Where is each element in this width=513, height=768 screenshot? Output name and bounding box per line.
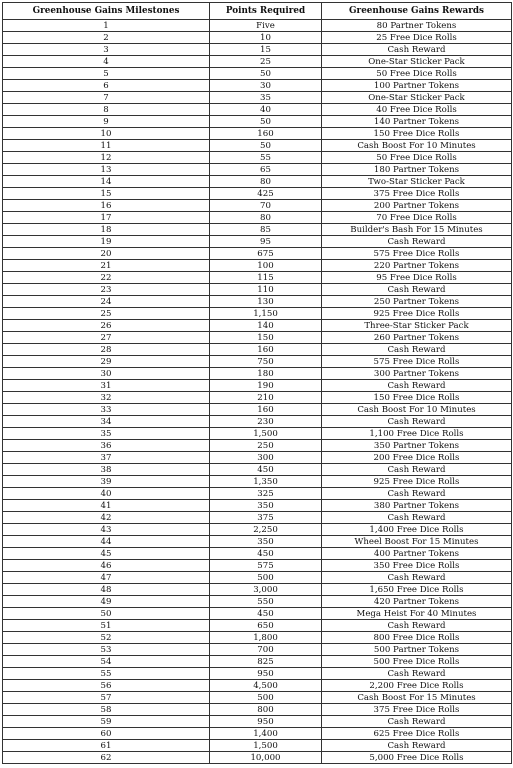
- table-row: [3, 176, 512, 188]
- milestone-cell: 11: [3, 140, 210, 152]
- milestone-cell: 19: [3, 236, 210, 248]
- points-cell: 1,500: [210, 740, 322, 752]
- reward-cell: Builder's Bash For 15 Minutes: [322, 224, 512, 236]
- points-cell: 15: [210, 44, 322, 56]
- reward-cell: 150 Free Dice Rolls: [322, 392, 512, 404]
- table-row: [3, 92, 512, 104]
- milestone-cell: 14: [3, 176, 210, 188]
- points-cell: 500: [210, 692, 322, 704]
- points-cell: 160: [210, 404, 322, 416]
- milestone-cell: 23: [3, 284, 210, 296]
- points-cell: 85: [210, 224, 322, 236]
- table-row: [3, 368, 512, 380]
- table-row: [3, 140, 512, 152]
- table-row: [3, 524, 512, 536]
- reward-cell: 50 Free Dice Rolls: [322, 152, 512, 164]
- reward-cell: 420 Partner Tokens: [322, 596, 512, 608]
- points-cell: 150: [210, 332, 322, 344]
- reward-cell: 925 Free Dice Rolls: [322, 476, 512, 488]
- table-row: [3, 740, 512, 752]
- milestone-cell: 44: [3, 536, 210, 548]
- points-cell: 325: [210, 488, 322, 500]
- table-row: [3, 560, 512, 572]
- table-row: [3, 500, 512, 512]
- reward-cell: Three-Star Sticker Pack: [322, 320, 512, 332]
- points-cell: 1,500: [210, 428, 322, 440]
- reward-cell: 5,000 Free Dice Rolls: [322, 752, 512, 764]
- milestone-cell: 31: [3, 380, 210, 392]
- milestone-cell: 22: [3, 272, 210, 284]
- points-cell: 160: [210, 344, 322, 356]
- milestone-cell: 45: [3, 548, 210, 560]
- milestone-cell: 53: [3, 644, 210, 656]
- table-body: [3, 20, 512, 764]
- milestone-cell: 12: [3, 152, 210, 164]
- points-cell: 210: [210, 392, 322, 404]
- reward-cell: 200 Partner Tokens: [322, 200, 512, 212]
- reward-cell: Wheel Boost For 15 Minutes: [322, 536, 512, 548]
- points-cell: 950: [210, 716, 322, 728]
- milestone-cell: 26: [3, 320, 210, 332]
- points-column-header: Points Required: [210, 3, 322, 20]
- reward-cell: 150 Free Dice Rolls: [322, 128, 512, 140]
- points-cell: 50: [210, 68, 322, 80]
- milestone-cell: 33: [3, 404, 210, 416]
- milestone-cell: 61: [3, 740, 210, 752]
- reward-cell: 575 Free Dice Rolls: [322, 356, 512, 368]
- reward-cell: 925 Free Dice Rolls: [322, 308, 512, 320]
- table-row: [3, 752, 512, 764]
- reward-cell: 2,200 Free Dice Rolls: [322, 680, 512, 692]
- milestone-cell: 49: [3, 596, 210, 608]
- reward-cell: 70 Free Dice Rolls: [322, 212, 512, 224]
- reward-cell: 375 Free Dice Rolls: [322, 188, 512, 200]
- table-row: [3, 80, 512, 92]
- milestone-cell: 37: [3, 452, 210, 464]
- reward-cell: Cash Reward: [322, 488, 512, 500]
- table-row: [3, 104, 512, 116]
- milestone-cell: 32: [3, 392, 210, 404]
- table-row: [3, 56, 512, 68]
- points-cell: 450: [210, 464, 322, 476]
- table-row: [3, 404, 512, 416]
- table-row: [3, 32, 512, 44]
- milestone-cell: 54: [3, 656, 210, 668]
- table-row: [3, 320, 512, 332]
- table-row: [3, 128, 512, 140]
- reward-cell: Cash Reward: [322, 716, 512, 728]
- table-row: [3, 164, 512, 176]
- reward-cell: Cash Reward: [322, 380, 512, 392]
- table-row: [3, 440, 512, 452]
- reward-cell: 180 Partner Tokens: [322, 164, 512, 176]
- points-cell: 575: [210, 560, 322, 572]
- points-cell: 650: [210, 620, 322, 632]
- table-row: [3, 188, 512, 200]
- points-cell: 80: [210, 212, 322, 224]
- table-row: [3, 584, 512, 596]
- table-row: [3, 512, 512, 524]
- reward-cell: 1,100 Free Dice Rolls: [322, 428, 512, 440]
- points-cell: 140: [210, 320, 322, 332]
- points-cell: 10: [210, 32, 322, 44]
- table-row: [3, 656, 512, 668]
- table-row: [3, 728, 512, 740]
- reward-cell: 50 Free Dice Rolls: [322, 68, 512, 80]
- milestone-cell: 34: [3, 416, 210, 428]
- points-cell: 190: [210, 380, 322, 392]
- points-cell: 750: [210, 356, 322, 368]
- milestone-cell: 7: [3, 92, 210, 104]
- milestone-cell: 18: [3, 224, 210, 236]
- reward-cell: Cash Reward: [322, 236, 512, 248]
- milestone-cell: 28: [3, 344, 210, 356]
- table-row: [3, 488, 512, 500]
- milestone-cell: 29: [3, 356, 210, 368]
- reward-cell: 260 Partner Tokens: [322, 332, 512, 344]
- milestone-cell: 46: [3, 560, 210, 572]
- points-cell: 1,400: [210, 728, 322, 740]
- points-cell: 160: [210, 128, 322, 140]
- points-cell: 65: [210, 164, 322, 176]
- points-cell: Five: [210, 20, 322, 32]
- points-cell: 425: [210, 188, 322, 200]
- reward-cell: 800 Free Dice Rolls: [322, 632, 512, 644]
- points-cell: 40: [210, 104, 322, 116]
- points-cell: 450: [210, 608, 322, 620]
- milestone-cell: 60: [3, 728, 210, 740]
- milestone-cell: 5: [3, 68, 210, 80]
- milestone-cell: 20: [3, 248, 210, 260]
- table-row: [3, 596, 512, 608]
- table-row: [3, 20, 512, 32]
- table-row: [3, 668, 512, 680]
- points-cell: 350: [210, 500, 322, 512]
- points-cell: 250: [210, 440, 322, 452]
- table-row: [3, 452, 512, 464]
- milestone-cell: 62: [3, 752, 210, 764]
- reward-cell: 40 Free Dice Rolls: [322, 104, 512, 116]
- reward-cell: Cash Reward: [322, 344, 512, 356]
- reward-cell: 300 Partner Tokens: [322, 368, 512, 380]
- milestone-cell: 51: [3, 620, 210, 632]
- table-row: [3, 608, 512, 620]
- reward-cell: 350 Free Dice Rolls: [322, 560, 512, 572]
- table-row: [3, 692, 512, 704]
- points-cell: 350: [210, 536, 322, 548]
- points-cell: 4,500: [210, 680, 322, 692]
- table-row: [3, 644, 512, 656]
- reward-cell: 250 Partner Tokens: [322, 296, 512, 308]
- points-cell: 100: [210, 260, 322, 272]
- points-cell: 700: [210, 644, 322, 656]
- table-row: [3, 152, 512, 164]
- points-cell: 50: [210, 140, 322, 152]
- reward-cell: Cash Reward: [322, 284, 512, 296]
- reward-cell: One-Star Sticker Pack: [322, 56, 512, 68]
- table-row: [3, 296, 512, 308]
- milestone-cell: 48: [3, 584, 210, 596]
- milestone-cell: 2: [3, 32, 210, 44]
- table-row: [3, 632, 512, 644]
- points-cell: 1,150: [210, 308, 322, 320]
- reward-cell: 200 Free Dice Rolls: [322, 452, 512, 464]
- reward-cell: Cash Reward: [322, 416, 512, 428]
- milestone-cell: 41: [3, 500, 210, 512]
- table-row: [3, 236, 512, 248]
- milestone-cell: 25: [3, 308, 210, 320]
- milestone-cell: 56: [3, 680, 210, 692]
- table-row: [3, 224, 512, 236]
- points-cell: 1,800: [210, 632, 322, 644]
- milestone-cell: 3: [3, 44, 210, 56]
- table-row: [3, 548, 512, 560]
- milestone-cell: 8: [3, 104, 210, 116]
- milestone-cell: 4: [3, 56, 210, 68]
- table-row: [3, 620, 512, 632]
- points-cell: 1,350: [210, 476, 322, 488]
- milestone-column-header: Greenhouse Gains Milestones: [3, 3, 210, 20]
- table-row: [3, 212, 512, 224]
- table-row: [3, 200, 512, 212]
- points-cell: 115: [210, 272, 322, 284]
- points-cell: 675: [210, 248, 322, 260]
- reward-cell: Cash Reward: [322, 668, 512, 680]
- points-cell: 25: [210, 56, 322, 68]
- milestone-cell: 50: [3, 608, 210, 620]
- table-row: [3, 116, 512, 128]
- milestone-cell: 38: [3, 464, 210, 476]
- milestone-cell: 1: [3, 20, 210, 32]
- reward-cell: 140 Partner Tokens: [322, 116, 512, 128]
- points-cell: 300: [210, 452, 322, 464]
- reward-cell: 1,400 Free Dice Rolls: [322, 524, 512, 536]
- reward-cell: 500 Free Dice Rolls: [322, 656, 512, 668]
- points-cell: 230: [210, 416, 322, 428]
- reward-cell: 500 Partner Tokens: [322, 644, 512, 656]
- table-row: [3, 416, 512, 428]
- table-header-row: [3, 3, 512, 20]
- points-cell: 130: [210, 296, 322, 308]
- milestone-cell: 6: [3, 80, 210, 92]
- reward-cell: 100 Partner Tokens: [322, 80, 512, 92]
- milestone-cell: 47: [3, 572, 210, 584]
- milestone-cell: 58: [3, 704, 210, 716]
- points-cell: 500: [210, 572, 322, 584]
- points-cell: 50: [210, 116, 322, 128]
- table-row: [3, 536, 512, 548]
- reward-cell: One-Star Sticker Pack: [322, 92, 512, 104]
- table-row: [3, 332, 512, 344]
- milestone-cell: 13: [3, 164, 210, 176]
- reward-cell: Two-Star Sticker Pack: [322, 176, 512, 188]
- points-cell: 95: [210, 236, 322, 248]
- table-row: [3, 308, 512, 320]
- milestone-cell: 36: [3, 440, 210, 452]
- reward-cell: Cash Reward: [322, 512, 512, 524]
- reward-cell: 80 Partner Tokens: [322, 20, 512, 32]
- table-row: [3, 356, 512, 368]
- points-cell: 550: [210, 596, 322, 608]
- reward-cell: 1,650 Free Dice Rolls: [322, 584, 512, 596]
- table-row: [3, 284, 512, 296]
- milestone-cell: 10: [3, 128, 210, 140]
- points-cell: 180: [210, 368, 322, 380]
- milestone-cell: 57: [3, 692, 210, 704]
- milestone-cell: 40: [3, 488, 210, 500]
- milestone-cell: 16: [3, 200, 210, 212]
- reward-cell: 25 Free Dice Rolls: [322, 32, 512, 44]
- table-row: [3, 248, 512, 260]
- reward-cell: Cash Boost For 10 Minutes: [322, 140, 512, 152]
- reward-cell: 380 Partner Tokens: [322, 500, 512, 512]
- reward-cell: Cash Boost For 15 Minutes: [322, 692, 512, 704]
- points-cell: 110: [210, 284, 322, 296]
- milestones-table: [2, 2, 512, 764]
- points-cell: 2,250: [210, 524, 322, 536]
- points-cell: 55: [210, 152, 322, 164]
- table-row: [3, 428, 512, 440]
- table-row: [3, 392, 512, 404]
- points-cell: 35: [210, 92, 322, 104]
- table-row: [3, 716, 512, 728]
- reward-cell: Cash Reward: [322, 44, 512, 56]
- milestone-cell: 27: [3, 332, 210, 344]
- reward-cell: Mega Heist For 40 Minutes: [322, 608, 512, 620]
- milestone-cell: 59: [3, 716, 210, 728]
- milestone-cell: 30: [3, 368, 210, 380]
- milestone-cell: 15: [3, 188, 210, 200]
- milestone-cell: 43: [3, 524, 210, 536]
- reward-cell: 375 Free Dice Rolls: [322, 704, 512, 716]
- reward-cell: Cash Reward: [322, 464, 512, 476]
- milestone-cell: 55: [3, 668, 210, 680]
- table-row: [3, 380, 512, 392]
- table-row: [3, 344, 512, 356]
- reward-cell: 220 Partner Tokens: [322, 260, 512, 272]
- table-row: [3, 68, 512, 80]
- reward-cell: Cash Reward: [322, 620, 512, 632]
- table-row: [3, 704, 512, 716]
- table-row: [3, 260, 512, 272]
- table-row: [3, 476, 512, 488]
- points-cell: 450: [210, 548, 322, 560]
- points-cell: 825: [210, 656, 322, 668]
- points-cell: 800: [210, 704, 322, 716]
- table-row: [3, 680, 512, 692]
- milestone-cell: 39: [3, 476, 210, 488]
- points-cell: 80: [210, 176, 322, 188]
- milestone-cell: 42: [3, 512, 210, 524]
- reward-cell: 95 Free Dice Rolls: [322, 272, 512, 284]
- points-cell: 70: [210, 200, 322, 212]
- reward-cell: Cash Reward: [322, 740, 512, 752]
- points-cell: 950: [210, 668, 322, 680]
- points-cell: 30: [210, 80, 322, 92]
- points-cell: 10,000: [210, 752, 322, 764]
- reward-cell: 625 Free Dice Rolls: [322, 728, 512, 740]
- reward-cell: Cash Boost For 10 Minutes: [322, 404, 512, 416]
- table-row: [3, 572, 512, 584]
- rewards-column-header: Greenhouse Gains Rewards: [322, 3, 512, 20]
- milestone-cell: 21: [3, 260, 210, 272]
- reward-cell: 400 Partner Tokens: [322, 548, 512, 560]
- milestone-cell: 24: [3, 296, 210, 308]
- reward-cell: Cash Reward: [322, 572, 512, 584]
- points-cell: 375: [210, 512, 322, 524]
- reward-cell: 575 Free Dice Rolls: [322, 248, 512, 260]
- milestone-cell: 9: [3, 116, 210, 128]
- milestone-cell: 35: [3, 428, 210, 440]
- milestone-cell: 17: [3, 212, 210, 224]
- reward-cell: 350 Partner Tokens: [322, 440, 512, 452]
- table-row: [3, 272, 512, 284]
- points-cell: 3,000: [210, 584, 322, 596]
- table-row: [3, 464, 512, 476]
- table-row: [3, 44, 512, 56]
- milestone-cell: 52: [3, 632, 210, 644]
